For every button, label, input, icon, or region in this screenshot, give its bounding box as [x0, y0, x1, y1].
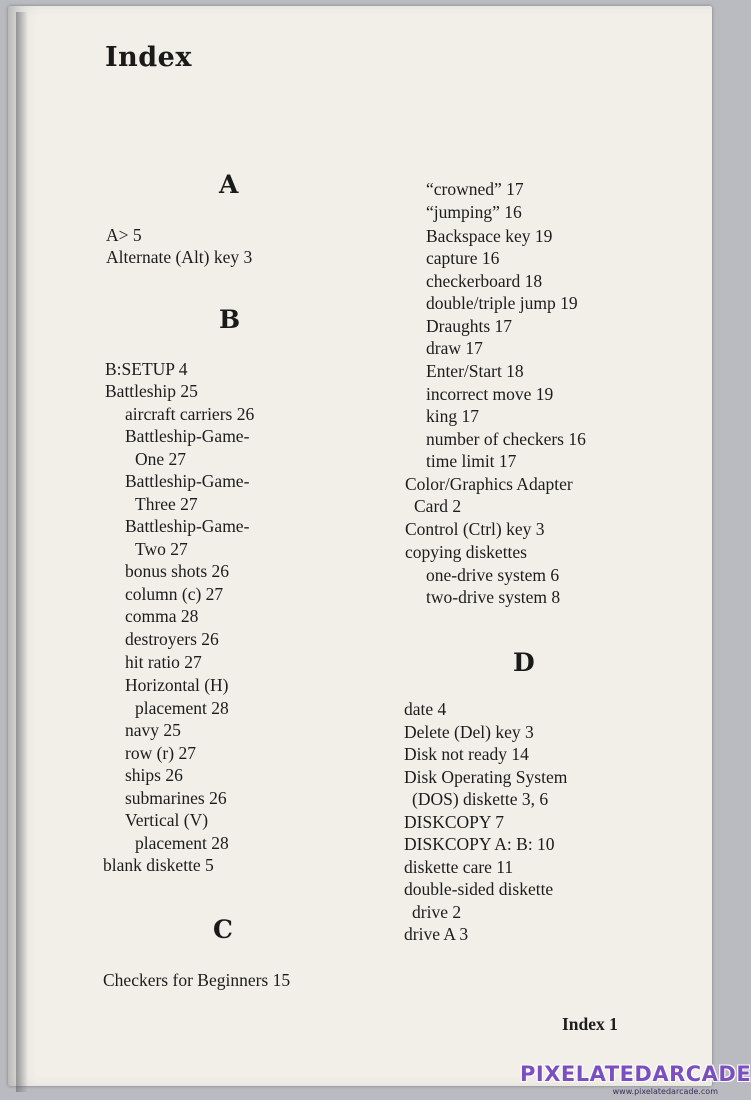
- index-subentry: submarines 26: [125, 788, 227, 808]
- index-subentry: column (c) 27: [125, 584, 224, 604]
- index-entry: Checkers for Beginners 15: [103, 970, 291, 990]
- section-header-c: C: [213, 915, 233, 944]
- index-entry-cont: Card 2: [414, 496, 462, 516]
- watermark-url: www.pixelatedarcade.com: [612, 1087, 718, 1096]
- index-entry: double-sided diskette: [404, 879, 554, 899]
- index-subentry: checkerboard 18: [426, 271, 543, 291]
- watermark-logo: PIXELATEDARCADE: [520, 1062, 751, 1086]
- index-subentry: Backspace key 19: [426, 226, 553, 246]
- index-subentry-cont: Three 27: [135, 494, 198, 514]
- index-subentry: row (r) 27: [125, 743, 196, 763]
- index-subentry-cont: placement 28: [135, 833, 229, 853]
- section-header-d: D: [513, 648, 535, 677]
- index-entry: copying diskettes: [405, 542, 527, 562]
- index-entry: A> 5: [106, 225, 142, 245]
- index-subentry: Battleship-Game-: [125, 516, 250, 536]
- index-subentry: Enter/Start 18: [426, 361, 524, 381]
- index-entry: B:SETUP 4: [105, 359, 188, 379]
- index-subentry: double/triple jump 19: [426, 293, 578, 313]
- index-subentry: king 17: [426, 406, 479, 426]
- index-subentry: aircraft carriers 26: [125, 404, 255, 424]
- index-entry: drive A 3: [404, 924, 469, 944]
- index-subentry: number of checkers 16: [426, 429, 586, 449]
- index-subentry: one-drive system 6: [426, 565, 560, 585]
- index-subentry: “jumping” 16: [426, 202, 522, 222]
- index-entry: date 4: [404, 699, 447, 719]
- index-subentry: Draughts 17: [426, 316, 513, 336]
- index-subentry-cont: One 27: [135, 449, 187, 469]
- index-subentry: time limit 17: [426, 451, 517, 471]
- section-header-b: B: [219, 305, 241, 334]
- index-entry: blank diskette 5: [103, 855, 214, 875]
- page-footer: Index 1: [562, 1014, 618, 1034]
- index-subentry: hit ratio 27: [125, 652, 202, 672]
- index-entry: Disk not ready 14: [404, 744, 529, 764]
- index-subentry: capture 16: [426, 248, 500, 268]
- index-subentry: navy 25: [125, 720, 181, 740]
- index-subentry: Vertical (V): [125, 810, 209, 830]
- index-entry-cont: (DOS) diskette 3, 6: [412, 789, 549, 809]
- index-entry: Delete (Del) key 3: [404, 722, 534, 742]
- index-subentry: comma 28: [125, 606, 199, 626]
- index-subentry: Battleship-Game-: [125, 471, 250, 491]
- index-entry: Alternate (Alt) key 3: [106, 247, 253, 267]
- index-subentry-cont: placement 28: [135, 698, 229, 718]
- index-subentry: Horizontal (H): [125, 675, 229, 695]
- index-subentry: incorrect move 19: [426, 384, 554, 404]
- index-subentry: Battleship-Game-: [125, 426, 250, 446]
- index-subentry: ships 26: [125, 765, 183, 785]
- section-header-a: A: [219, 170, 239, 199]
- index-subentry: bonus shots 26: [125, 561, 230, 581]
- index-subentry-cont: Two 27: [135, 539, 188, 559]
- index-subentry: destroyers 26: [125, 629, 219, 649]
- index-entry: Disk Operating System: [404, 767, 568, 787]
- index-subentry: draw 17: [426, 338, 483, 358]
- index-entry: DISKCOPY 7: [404, 812, 504, 832]
- index-entry: diskette care 11: [404, 857, 514, 877]
- index-subentry: two-drive system 8: [426, 587, 561, 607]
- page-title: Index: [105, 42, 192, 73]
- index-page: [8, 6, 712, 1086]
- index-entry: Color/Graphics Adapter: [405, 474, 573, 494]
- index-subentry: “crowned” 17: [426, 179, 524, 199]
- index-entry-cont: drive 2: [412, 902, 462, 922]
- page-spine-shadow: [16, 12, 28, 1092]
- index-entry: Control (Ctrl) key 3: [405, 519, 545, 539]
- index-entry: Battleship 25: [105, 381, 198, 401]
- index-entry: DISKCOPY A: B: 10: [404, 834, 555, 854]
